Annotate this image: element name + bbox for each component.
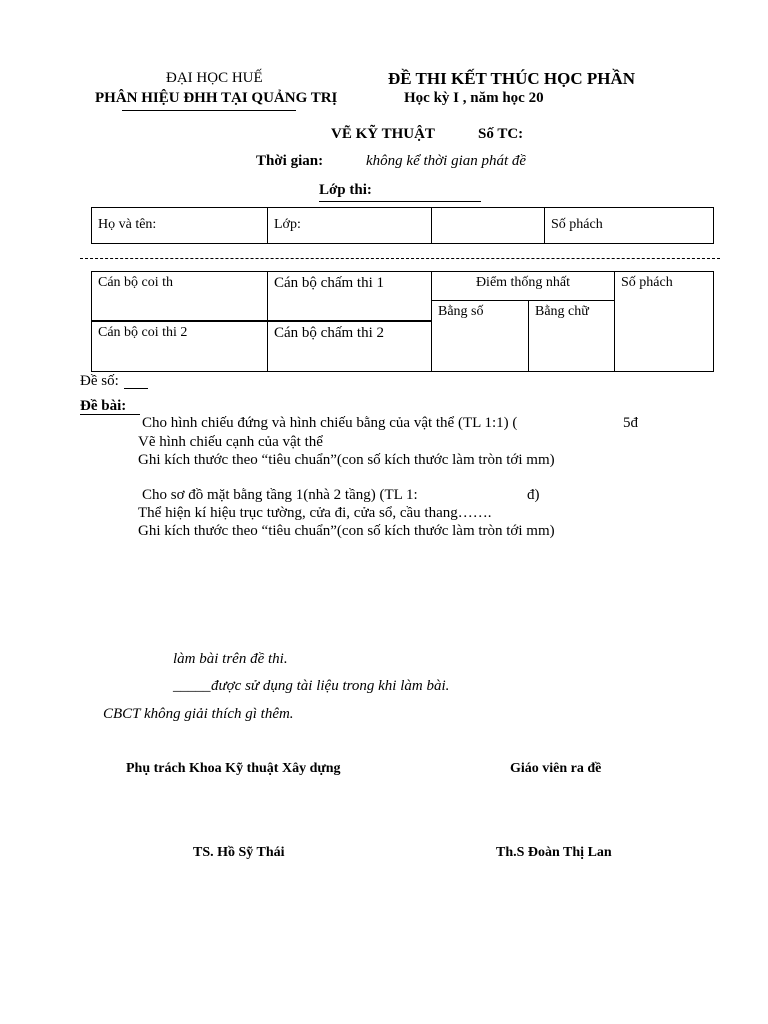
teacher-title: Giáo viên ra đề [510,761,602,776]
question1-line3: Ghi kích thước theo “tiêu chuẩn”(con số kích thước làm tròn tới mm) [138,452,555,468]
student-code-cell [545,208,714,244]
university-name: ĐẠI HỌC HUẾ [166,70,263,86]
question1-line2: Vẽ hình chiếu cạnh của vật thể [138,434,323,450]
grading-table [91,271,714,372]
student-class-label: Lớp: [274,217,301,232]
note-materials: được sử dụng tài liệu trong khi làm bài. [211,678,450,694]
score-number-label: Bằng số [438,304,484,319]
score-words-cell [529,301,615,372]
time-label: Thời gian: [256,153,324,169]
time-note: không kể thời gian phát đề [366,153,527,169]
note-work-on-paper: làm bài trên đề thi. [173,651,288,667]
blank-cell [432,208,545,244]
proctor2-label: Cán bộ coi thi 2 [98,325,188,340]
course-name: VẼ KỸ THUẬT [331,126,435,142]
faculty-head-title: Phụ trách Khoa Kỹ thuật Xây dựng [126,761,341,776]
branch-name: PHÂN HIỆU ĐHH TẠI QUẢNG TRỊ [95,90,338,106]
student-name-label: Họ và tên: [98,217,157,232]
question2-line3: Ghi kích thước theo “tiêu chuẩn”(con số kích thước làm tròn tới mm) [138,523,555,539]
note-materials-blank: _____ [173,678,211,694]
grader1-cell [268,272,432,321]
note-no-explanation: CBCT không giải thích gì thêm. [103,706,294,722]
exam-number-label: Đề số: [80,373,119,389]
proctor1-cell [92,272,268,321]
faculty-head-name: TS. Hồ Sỹ Thái [193,845,285,860]
credits-label: Số TC: [478,126,524,142]
student-class-cell [268,208,432,244]
score-words-label: Bằng chữ [535,304,589,319]
task-label: Đề bài: [80,398,127,414]
grading-code-cell [615,272,714,372]
exam-class-underline [319,201,481,202]
cut-line [80,258,720,259]
task-underline [80,414,140,415]
exam-number-underline [124,388,148,389]
unified-score-cell [432,272,615,301]
branch-underline [122,110,296,111]
grader2-label: Cán bộ chấm thi 2 [274,325,384,341]
proctor1-label: Cán bộ coi th [98,275,174,290]
student-info-table [91,207,714,244]
semester-line: Học kỳ I , năm học 20 [404,90,544,106]
grader1-label: Cán bộ chấm thi 1 [274,275,384,291]
grading-code-label: Số phách [621,275,673,290]
score-number-cell [432,301,529,372]
student-code-label: Số phách [551,217,603,232]
grader2-cell [268,322,432,372]
student-name-cell [92,208,268,244]
question2-line1: Cho sơ đồ mặt bằng tầng 1(nhà 2 tầng) (TL 1: [142,487,418,503]
exam-title: ĐỀ THI KẾT THÚC HỌC PHẦN [388,69,636,88]
unified-score-label: Điểm thống nhất [475,275,571,290]
question1-points: 5đ [623,415,638,431]
question2-points: đ) [527,487,540,503]
proctor2-cell [92,322,268,372]
exam-class-label: Lớp thi: [319,182,372,198]
teacher-name: Th.S Đoàn Thị Lan [496,845,612,860]
question2-line2: Thể hiện kí hiệu trục tường, cửa đi, cửa sổ, cầu thang……. [138,505,492,521]
question1-line1: Cho hình chiếu đứng và hình chiếu bằng của vật thể (TL 1:1) ( [142,415,518,431]
